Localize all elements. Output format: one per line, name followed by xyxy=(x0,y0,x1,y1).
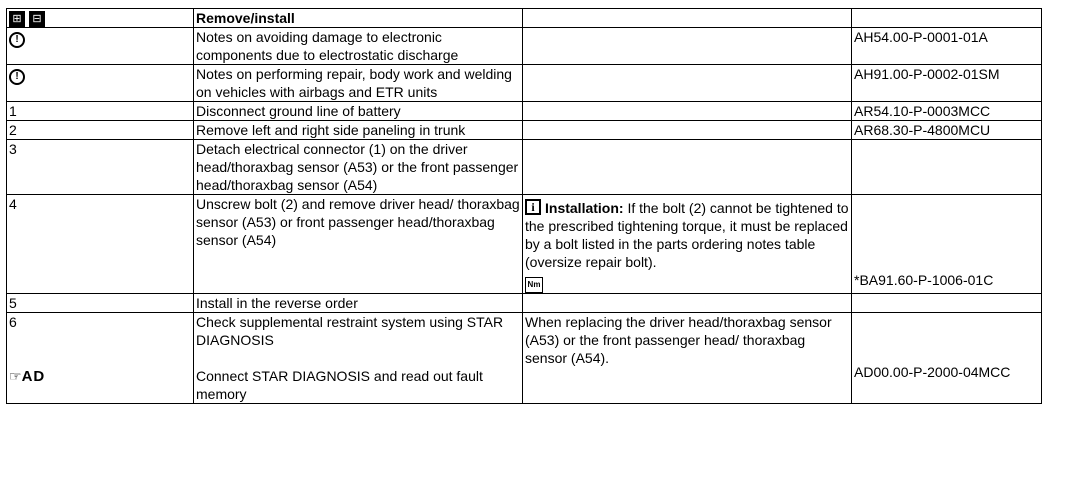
table-row xyxy=(7,28,1042,65)
step-text: Notes on avoiding damage to electronic components due to electrostatic discharge xyxy=(194,28,523,65)
collapse-icon[interactable]: ⊟ xyxy=(29,11,45,27)
table-row xyxy=(7,121,1042,140)
step-number: 6 xyxy=(9,314,17,331)
header-row xyxy=(7,9,1042,28)
table-row xyxy=(7,195,1042,294)
table-row xyxy=(7,294,1042,313)
info-icon: i xyxy=(525,199,541,215)
ref-link[interactable]: AD00.00-P-2000-04MCC xyxy=(854,364,1011,381)
step-text: Unscrew bolt (2) and remove driver head/ thoraxbag sensor (A53) or front passenger head/thoraxbag sensor (A54) xyxy=(194,195,523,294)
step-text: Disconnect ground line of battery xyxy=(194,102,523,121)
step-number: 1 xyxy=(7,102,194,121)
pointing-hand-icon: ☞ xyxy=(9,368,22,385)
airbag-warning-icon: ! xyxy=(9,69,25,85)
installation-note: i Installation: If the bolt (2) cannot be tightened to the prescribed tightening torque, it must be replaced by a bolt listed in the parts ordering notes table (oversize repair bolt). xyxy=(525,200,849,271)
step-text: Detach electrical connector (1) on the driver head/thoraxbag sensor (A53) or the front passenger head/thoraxbag sensor (A54) xyxy=(194,140,523,195)
step-text: Remove left and right side paneling in trunk xyxy=(194,121,523,140)
table-row xyxy=(7,102,1042,121)
expand-icon[interactable]: ⊞ xyxy=(9,11,25,27)
table-row xyxy=(7,140,1042,195)
sub-step-text: Connect STAR DIAGNOSIS and read out fault memory xyxy=(196,368,483,403)
step-text: Notes on performing repair, body work and welding on vehicles with airbags and ETR units xyxy=(194,65,523,102)
step-number: 3 xyxy=(7,140,194,195)
ref-link[interactable]: AR54.10-P-0003MCC xyxy=(852,102,1042,121)
step-number: 5 xyxy=(7,294,194,313)
step-number: 4 xyxy=(7,195,194,294)
step-number: 2 xyxy=(7,121,194,140)
ref-link[interactable]: AH91.00-P-0002-01SM xyxy=(852,65,1042,102)
procedure-table xyxy=(6,8,1042,404)
ref-link[interactable]: AR68.30-P-4800MCU xyxy=(852,121,1042,140)
step-text: Install in the reverse order xyxy=(194,294,523,313)
ad-icon[interactable]: AD xyxy=(21,368,46,386)
esd-warning-icon: ! xyxy=(9,32,25,48)
ref-link[interactable]: AH54.00-P-0001-01A xyxy=(852,28,1042,65)
table-row xyxy=(7,65,1042,102)
table-row xyxy=(7,313,1042,404)
ref-link[interactable]: *BA91.60-P-1006-01C xyxy=(854,272,994,289)
table-title: Remove/install xyxy=(194,9,523,28)
step-text: Check supplemental restraint system using STAR DIAGNOSIS xyxy=(196,314,504,349)
note-text: When replacing the driver head/thoraxbag sensor (A53) or the front passenger head/ thoraxbag sensor (A54). xyxy=(523,313,852,404)
torque-icon[interactable]: Nm xyxy=(525,277,543,293)
